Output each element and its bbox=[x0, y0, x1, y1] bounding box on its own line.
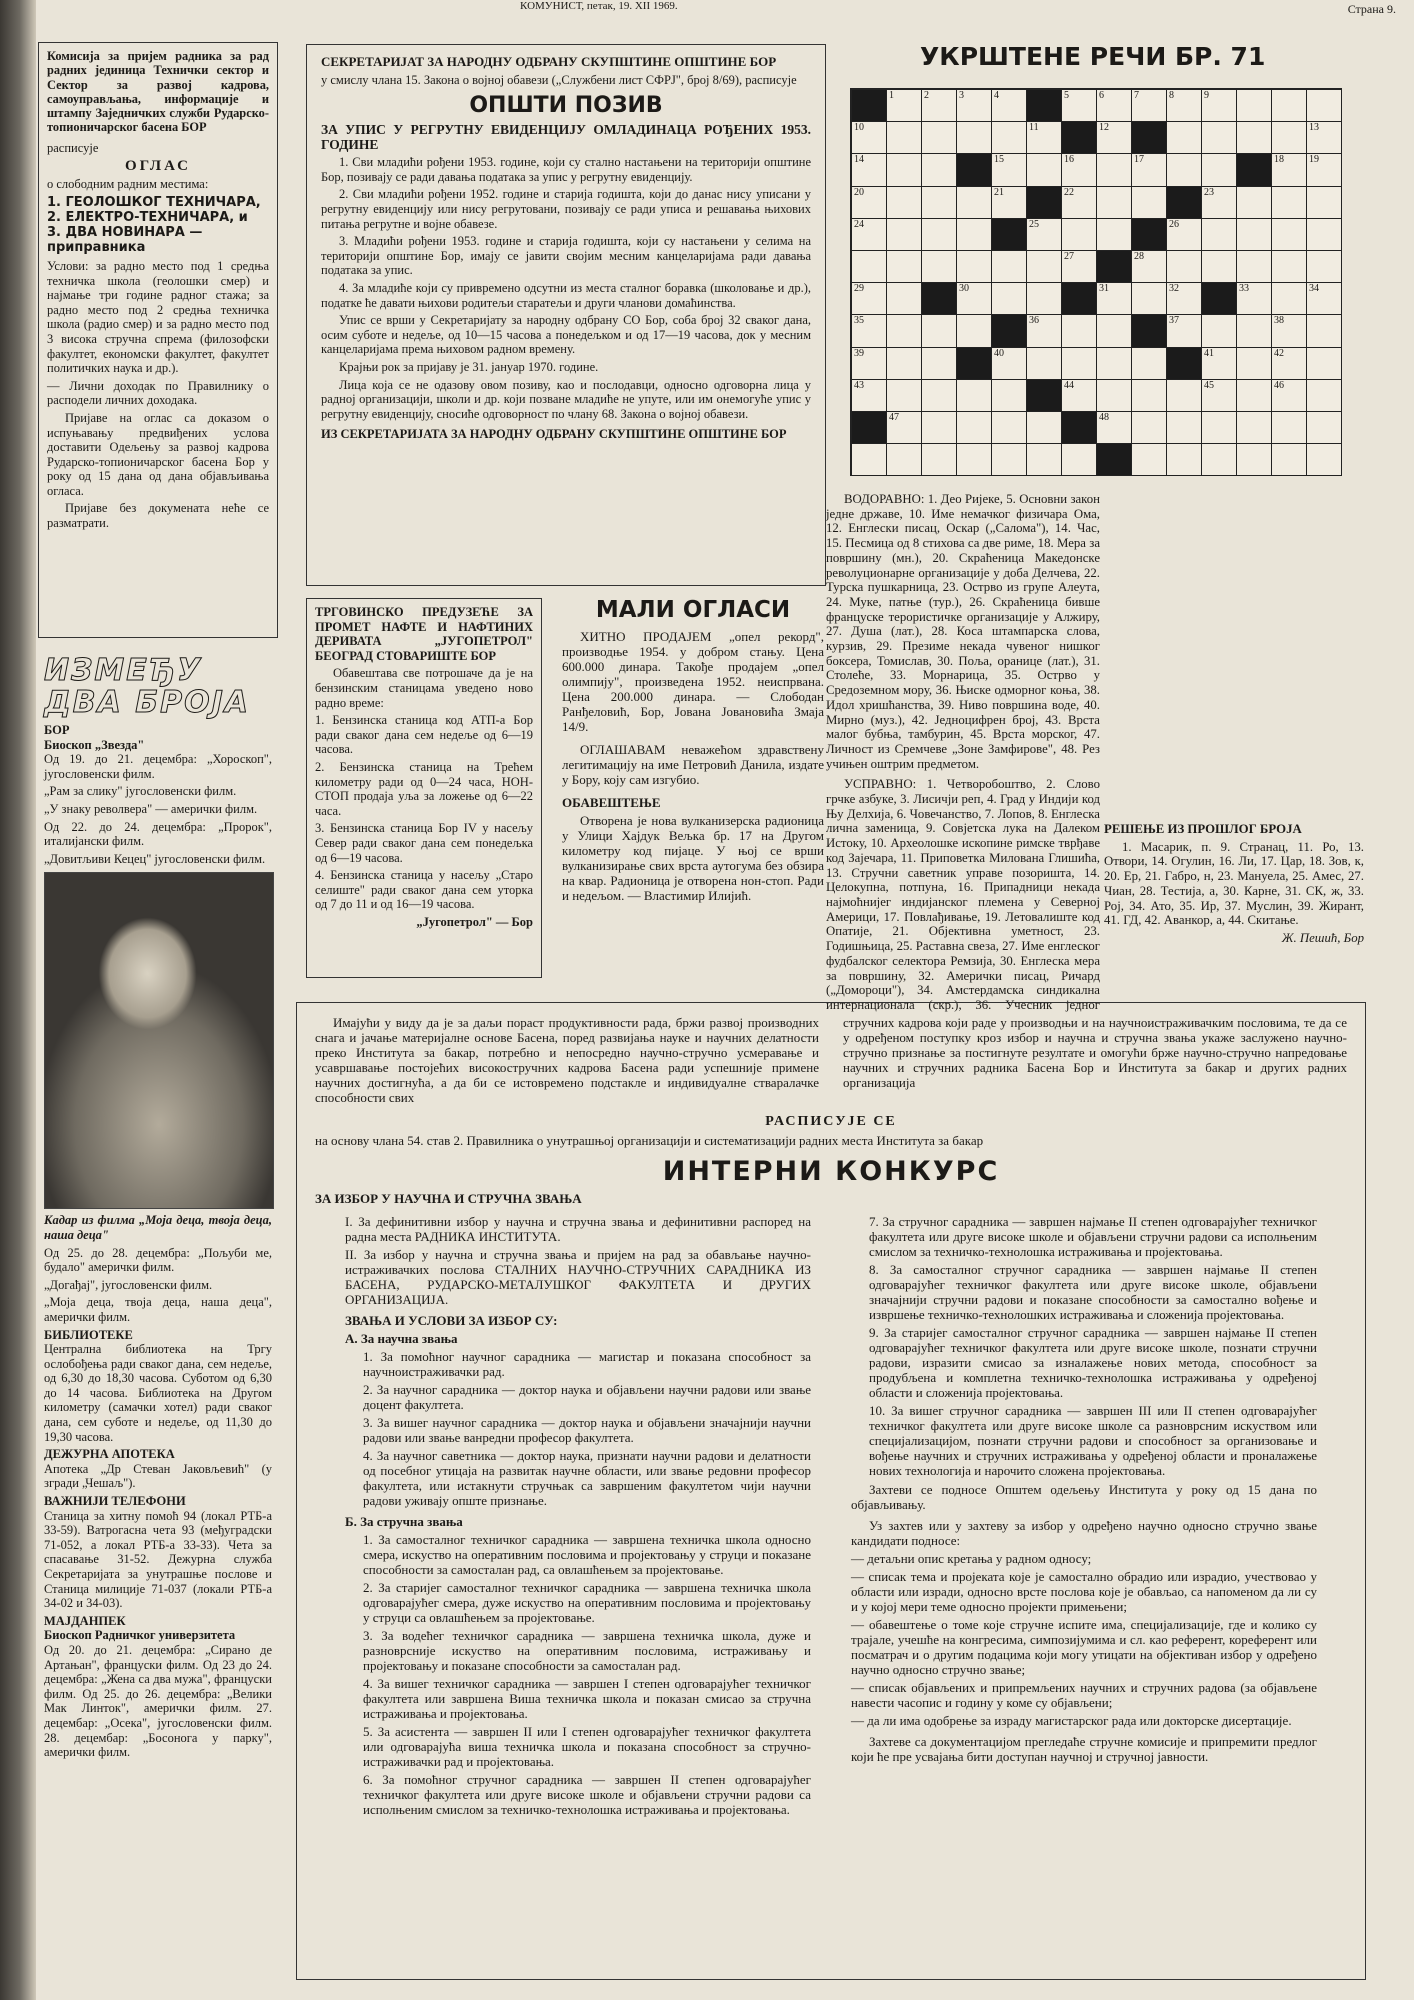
poziv-paragraph: 1. Сви младићи рођени 1953. године, који су стално настањени на територији општине Бор, позивају се ради давања података за упис у регрутну евиденцију. bbox=[321, 155, 811, 184]
crossword-cell bbox=[1097, 348, 1132, 380]
crossword-cell bbox=[1132, 283, 1167, 315]
poziv-deadline: Крајњи рок за пријаву је 31. јануар 1970. године. bbox=[339, 359, 599, 374]
crossword-cell bbox=[1237, 380, 1272, 412]
crossword-cell bbox=[957, 219, 992, 251]
crossword-cell bbox=[1097, 187, 1132, 219]
crossword-cell bbox=[922, 315, 957, 347]
crossword-cell bbox=[1272, 187, 1307, 219]
crossword-cell: 32 bbox=[1167, 283, 1202, 315]
oglas-subtitle: о слободним радним местима: bbox=[47, 177, 209, 192]
konkurs-uz-item: — списак објављених и припремљених научних и стручних радова (за објављене навести часопис и годину у коме су објављени; bbox=[851, 1680, 1317, 1710]
crossword-cell bbox=[1202, 122, 1237, 154]
crossword-cell bbox=[922, 380, 957, 412]
crossword-cell bbox=[1307, 348, 1342, 380]
crossword-cell bbox=[1062, 444, 1097, 476]
poziv-intro: у смислу члана 15. Закона о војној обавези („Службени лист СФРЈ", број 8/69), расписује bbox=[321, 72, 797, 87]
crossword-cell bbox=[922, 251, 957, 283]
crossword-cell bbox=[1272, 251, 1307, 283]
crossword-cell bbox=[1272, 444, 1307, 476]
crossword-cell: 1 bbox=[887, 90, 922, 122]
crossword-cell bbox=[1027, 412, 1062, 444]
crossword-cell: 36 bbox=[1027, 315, 1062, 347]
film-item: „У знаку револвера" — амерички филм. bbox=[44, 801, 258, 816]
naucna-zvanja-heading: А. За научна звања bbox=[345, 1331, 458, 1346]
konkurs-uz-item: — списак тема и пројеката које је самостално обрадио или израдио, учествовао у области или изради, односно врсте послова које је обављао, са напоменом да ли су и у којој мери теме односно пројекти примењени; bbox=[851, 1569, 1317, 1614]
crossword-cell bbox=[1307, 219, 1342, 251]
crossword-cell bbox=[887, 348, 922, 380]
oglas-job: 2. ЕЛЕКТРО-ТЕХНИЧАРА, и bbox=[47, 209, 248, 225]
jugopetrol-box bbox=[306, 598, 542, 978]
zvanje-item: 2. За старијег самосталног техничког сарадника — завршена техничка школа одговарајућег смера, дуже искуство на оперативним пословима и пројектовању у струци са овлашћењем за пројектовање. bbox=[363, 1580, 811, 1625]
crossword-clues-right bbox=[1104, 492, 1364, 1012]
crossword-cell: 27 bbox=[1062, 251, 1097, 283]
izmedju-title bbox=[44, 655, 272, 719]
crossword-cell bbox=[1132, 348, 1167, 380]
crossword-cell: 28 bbox=[1132, 251, 1167, 283]
crossword-cell bbox=[1237, 348, 1272, 380]
zvanje-item: 3. За вишег научног сарадника — доктор наука и објављени значајнији научни радови или звање ванредни професор факултета. bbox=[363, 1415, 811, 1445]
konkurs-intro bbox=[315, 1015, 1347, 1108]
zvanje-item: 4. За вишег техничког сарадника — завршен I степен одговарајућег техничког факултета или завршена Виша техничка школа и показан смисао за стручна истраживања и пројектовања. bbox=[363, 1676, 811, 1721]
zvanje-item: 1. За самосталног техничког сарадника — завршена техничка школа односно смера, искуство на оперативним пословима и пројектовању у струци и показане способности за самосталан рад, са овлашћењем за пројектовање. bbox=[363, 1532, 811, 1577]
konkurs-body bbox=[315, 1214, 1347, 1820]
konkurs-zahtevi: Захтеви се подносе Општем одељењу Института у року од 15 дана по објављивању. bbox=[851, 1482, 1317, 1512]
crossword-cell: 21 bbox=[992, 187, 1027, 219]
konkurs-uz-item: — детаљни опис кретања у радном односу; bbox=[851, 1551, 1092, 1566]
crossword-cell: 23 bbox=[1202, 187, 1237, 219]
zvanje-item: 7. За стручног сарадника — завршен најмање II степен одговарајућег техничког факултета или друге високе школе и објављени стручни радови са исполњеним смислом за техничко-технолошка истраживања и пројектовања. bbox=[869, 1214, 1317, 1259]
kino-zvezda: Биоскоп „Звезда" bbox=[44, 737, 145, 752]
crossword-cell bbox=[1307, 315, 1342, 347]
crossword-cell bbox=[1272, 90, 1307, 122]
crossword-cell: 17 bbox=[1132, 154, 1167, 186]
crossword-cell bbox=[922, 219, 957, 251]
crossword-cell bbox=[887, 122, 922, 154]
crossword-cell bbox=[1062, 348, 1097, 380]
konkurs-raspisuje: РАСПИСУЈЕ СЕ bbox=[765, 1114, 897, 1129]
crossword-cell: 39 bbox=[852, 348, 887, 380]
crossword-cell bbox=[922, 154, 957, 186]
crossword-cell bbox=[1132, 380, 1167, 412]
strucna-zvanja-heading: Б. За стручна звања bbox=[345, 1514, 463, 1529]
crossword-cell bbox=[887, 444, 922, 476]
zvanje-item: 5. За асистента — завршен II или I степен одговарајућег техничког факултета или одговарајућа виша техничка школа и показана способност за стручно-истраживачки рад и пројектовања. bbox=[363, 1724, 811, 1769]
crossword-cell: 45 bbox=[1202, 380, 1237, 412]
crossword-cell bbox=[992, 412, 1027, 444]
crossword-cell bbox=[992, 219, 1027, 251]
poziv-org: СЕКРЕТАРИЈАТ ЗА НАРОДНУ ОДБРАНУ СКУПШТИНЕ ОПШТИНЕ БОР bbox=[321, 54, 777, 69]
crossword-cell: 14 bbox=[852, 154, 887, 186]
crossword-cell bbox=[1237, 251, 1272, 283]
crossword-cell bbox=[922, 348, 957, 380]
crossword-cell bbox=[922, 444, 957, 476]
poziv-paragraph: 2. Сви младићи рођени 1952. године и старија годишта, који до данас нису уписани у регрутну евиденцију или нису регрутовани, позивају се ради уписа и решавања њихових питања регрутне и војне обавезе. bbox=[321, 187, 811, 231]
crossword-cell bbox=[1272, 122, 1307, 154]
crossword-cell: 34 bbox=[1307, 283, 1342, 315]
crossword-cell bbox=[1237, 412, 1272, 444]
crossword-cell bbox=[1062, 412, 1097, 444]
crossword-cell bbox=[1132, 187, 1167, 219]
crossword-cell bbox=[1237, 90, 1272, 122]
zvanje-item: 1. За помоћног научног сарадника — магистар и показана способност за научноистраживачки рад. bbox=[363, 1349, 811, 1379]
crossword-cell: 13 bbox=[1307, 122, 1342, 154]
crossword-cell bbox=[957, 154, 992, 186]
majdanpek-kino: Биоскоп Радничког универзитета bbox=[44, 1628, 236, 1643]
crossword-cell bbox=[1167, 122, 1202, 154]
zvanja-heading: ЗВАЊА И УСЛОВИ ЗА ИЗБОР СУ: bbox=[345, 1313, 558, 1328]
crossword-cell bbox=[1202, 444, 1237, 476]
crossword-grid bbox=[850, 88, 1342, 476]
crossword-cell bbox=[1202, 315, 1237, 347]
crossword-cell bbox=[1167, 380, 1202, 412]
resenje-text: 1. Масарик, п. 9. Странац, 11. Ро, 13. Отвори, 14. Огулин, 16. Ли, 17. Цар, 18. Зов, к, 20. Ер, 21. Габро, н, 23. Мануела, 25. Амес, 27. Чиан, 28. Тестија, а, 30. Карне, 31. СК, ж, 33. Рој, 34. Ато, 35. Ир, 37. Муслин, 39. Жирант, 41. ГД, 42. Аванкор, а, 44. Скитање. bbox=[1104, 839, 1364, 928]
crossword-cell: 5 bbox=[1062, 90, 1097, 122]
crossword-cell: 30 bbox=[957, 283, 992, 315]
oglas-box bbox=[38, 42, 278, 638]
konkurs-intro-right: стручних кадрова који раде у производњи и на научноистраживачким пословима, те да се у одређеном поступку кроз избор и научна и стручна звања укаже заслужено научно-стручно признање за постигнуте резултате и омогући брже научно-стручно напредовање научних и стручних радника Басена Бор и Института за бакар и других радних организација bbox=[843, 1015, 1347, 1090]
crossword-cell bbox=[1027, 187, 1062, 219]
mali-oglas: ОГЛАШАВАМ неважећом здравствену легитимацију на име Петровић Данила, издате у Бору, коју сам изгубио. bbox=[562, 742, 824, 787]
crossword-cell: 2 bbox=[922, 90, 957, 122]
crossword-cell: 8 bbox=[1167, 90, 1202, 122]
poziv-signature: ИЗ СЕКРЕТАРИЈАТА ЗА НАРОДНУ ОДБРАНУ СКУПШТИНЕ ОПШТИНЕ БОР bbox=[321, 427, 787, 442]
film-still-photo bbox=[44, 872, 274, 1209]
crossword-cell bbox=[852, 444, 887, 476]
konkurs-right-column bbox=[851, 1214, 1347, 1820]
crossword-cell bbox=[1307, 380, 1342, 412]
krstenica-signature: Ж. Пешић, Бор bbox=[1281, 930, 1364, 945]
crossword-cell bbox=[922, 412, 957, 444]
izmedju-column bbox=[38, 655, 278, 1955]
konkurs-title: ИНТЕРНИ КОНКУРС bbox=[662, 1156, 1000, 1187]
crossword-cell bbox=[1027, 348, 1062, 380]
resenje-heading: РЕШЕЊЕ ИЗ ПРОШЛОГ БРОЈА bbox=[1104, 822, 1302, 836]
film-item: „Моја деца, твоја деца, наша деца", амерички филм. bbox=[44, 1295, 272, 1324]
crossword-cell bbox=[1027, 251, 1062, 283]
crossword-cell: 20 bbox=[852, 187, 887, 219]
crossword-cell bbox=[922, 187, 957, 219]
crossword-cell bbox=[1027, 380, 1062, 412]
konkurs-osnov: на основу члана 54. став 2. Правилника о унутрашњој организацији и систематизацији радних места Института за бакар bbox=[315, 1133, 984, 1148]
jugopetrol-item: 2. Бензинска станица на Трећем километру ради од 0—24 часа, НОН-СТОП продаја уља за ложење од 6—22 часа. bbox=[315, 759, 533, 818]
crossword-cell bbox=[1027, 90, 1062, 122]
crossword-cell bbox=[992, 251, 1027, 283]
zvanje-item: 2. За научног сарадника — доктор наука и објављени научни радови или звање доцент факултета. bbox=[363, 1382, 811, 1412]
crossword-cell bbox=[1237, 154, 1272, 186]
crossword-cell bbox=[957, 315, 992, 347]
zvanje-item: 9. За старијег самосталног стручног сарадника — завршен најмање II степен одговарајућег техничког факултета или друге високе школе, познати стручни радови, изразити смисао за изналажење нових метода, способност за продубљена и комплетна техничко-технолошка истраживања у одређеној области и сложенија пројектовања. bbox=[869, 1325, 1317, 1400]
jugopetrol-intro: Обавештава све потрошаче да је на бензинским станицама уведено ново радно време: bbox=[315, 666, 533, 710]
crossword-cell: 19 bbox=[1307, 154, 1342, 186]
crossword-cell bbox=[1307, 251, 1342, 283]
crossword-cell bbox=[922, 283, 957, 315]
clues-uspravno: УСПРАВНО: 1. Четворобоштво, 2. Слово грчке азбуке, 3. Лисичји реп, 4. Град у Индији код Њу Делхија, 6. Човечанство, 7. Лопов, 8. Енглеска лична заменица, 9. Совјетска лука на Далеком Истоку, 10. Археолошке ископине римске тврђаве код Зајечара, 11. Приповетка Милована Глишића, 13. Стручни саветник управе позоришта, 14. Целокупна, потпуна, 16. Припадници некада најмоћнијег индијанског племена у Северној Америци, 17. Повлађивање, 19. Летовалиште код Опатије, 21. Објективна уметност, 23. Годишњица, 25. Раставна свеза, 27. Име енглеског фудбалског селектора Ремзија, 30. Енглеска мера за површину, 32. Амерички писац, Ричард („Домороци"), 34. Амстердамска синдикална интернационала (скр.), 36. Учесник једног bbox=[826, 777, 1100, 1012]
crossword-cell: 42 bbox=[1272, 348, 1307, 380]
crossword-cell bbox=[1167, 444, 1202, 476]
konkurs-uz-item: — да ли има одобрење за израду магистарског рада или докторске дисертације. bbox=[851, 1713, 1292, 1728]
crossword-cell bbox=[887, 251, 922, 283]
film-item: „Догађај", југословенски филм. bbox=[44, 1277, 213, 1292]
crossword-cell bbox=[992, 444, 1027, 476]
poziv-paragraph: Упис се врши у Секретаријату за народну одбрану СО Бор, соба број 32 сваког дана, осим суботе и недеље, од 10—15 часова а понедељком и од 17—19 часова, док у месним канцеларијама према њиховом радном времену. bbox=[321, 313, 811, 357]
crossword-cell bbox=[1167, 251, 1202, 283]
mali-oglasi-title: МАЛИ ОГЛАСИ bbox=[595, 597, 791, 623]
biblioteke-text: Централна библиотека на Тргу ослобођења ради сваког дана, сем недеље, од 6,30 до 18,30 часова. Суботом од 6,30 до 14 часова. Библиотека на Другом километру (самачки хотел) ради сваког дана, сем суботе и недеље, од 11,30 до 19,30 часова. bbox=[44, 1342, 272, 1444]
crossword-cell bbox=[1097, 380, 1132, 412]
crossword-cell bbox=[1307, 187, 1342, 219]
film-item: Од 25. до 28. децембра: „Пољуби ме, будало" амерички филм. bbox=[44, 1245, 272, 1275]
jugopetrol-org: ТРГОВИНСКО ПРЕДУЗЕЋЕ ЗА ПРОМЕТ НАФТЕ И НАФТИНИХ ДЕРИВАТА „ЈУГОПЕТРОЛ" БЕОГРАД СТОВАРИШТЕ БОР bbox=[315, 605, 533, 663]
crossword-cell bbox=[1167, 348, 1202, 380]
crossword-cell bbox=[1097, 154, 1132, 186]
page-header bbox=[520, 0, 1414, 16]
zvanje-item: 3. За водећег техничког сарадника — завршена техничка школа, дуже и разноврсније искуство на оперативним пословима, истраживању и пројектовању и показане способности за самосталан рад. bbox=[363, 1628, 811, 1673]
crossword-cell: 12 bbox=[1097, 122, 1132, 154]
photo-caption: Кадар из филма „Моја деца, твоја деца, наша деца" bbox=[44, 1213, 272, 1242]
crossword-cell: 38 bbox=[1272, 315, 1307, 347]
crossword-cell bbox=[1307, 90, 1342, 122]
binding-spine bbox=[0, 0, 36, 2000]
jugopetrol-signature: „Југопетрол" — Бор bbox=[416, 914, 533, 929]
crossword-cell bbox=[887, 283, 922, 315]
crossword-cell bbox=[957, 412, 992, 444]
izmedju-title-line2: ДВА БРОЈА bbox=[44, 685, 250, 720]
oglas-jobs bbox=[47, 195, 269, 255]
konkurs-zavrsno: Захтеве са документацијом прегледаће стручне комисије и припремити предлог који ће пре усвајања бити доступан научној и стручној јавности. bbox=[851, 1734, 1317, 1764]
crossword-cell bbox=[957, 187, 992, 219]
biblioteke-heading: БИБЛИОТЕКЕ bbox=[44, 1327, 133, 1342]
oglas-job: 1. ГЕОЛОШКОГ ТЕХНИЧАРА, bbox=[47, 194, 261, 210]
crossword-cell bbox=[1062, 122, 1097, 154]
crossword-cell bbox=[1202, 283, 1237, 315]
konkurs-uz-item: — обавештење о томе које стручне испите има, специјализације, где и колико су трајале, учешће на конгресима, симпозијумима и сл. као референт, кореферент или посматрач и о другим подацима који могу утицати на објективан избор у одређено научно односно стручно звање; bbox=[851, 1617, 1317, 1677]
crossword-cell bbox=[1307, 412, 1342, 444]
mali-oglasi-column bbox=[560, 595, 826, 985]
jugopetrol-item: 3. Бензинска станица Бор IV у насељу Север ради сваког дана сем понедељка од 6—19 часова. bbox=[315, 821, 533, 865]
oglas-org: Комисија за пријем радника за рад радних јединица Технички сектор и Сектор за развој кадрова, самоуправљања, информације и штампу Заједничких служби Рударско-топионичарског басена БОР bbox=[47, 49, 269, 135]
crossword-cell bbox=[957, 122, 992, 154]
crossword-cell bbox=[852, 251, 887, 283]
zvanje-item: 8. За самосталног стручног сарадника — завршен најмање II степен одговарајућег техничког факултета или друге високе школе, објављени значајнији стручни радови и показане способности за самостално вођење и извршење техничко-технолошких истраживања и сложенија пројектовања. bbox=[869, 1262, 1317, 1322]
opsti-poziv-box bbox=[306, 44, 826, 586]
film-item: Од 22. до 24. децембра: „Пророк", италијански филм. bbox=[44, 819, 272, 849]
obavestenje-heading: ОБАВЕШТЕЊЕ bbox=[562, 795, 661, 810]
oglas-title: ОГЛАС bbox=[124, 158, 192, 175]
crossword-cell bbox=[1167, 412, 1202, 444]
crossword-cell bbox=[957, 348, 992, 380]
crossword-cell bbox=[1027, 444, 1062, 476]
crossword-cell bbox=[1202, 219, 1237, 251]
konkurs-subtitle: ЗА ИЗБОР У НАУЧНА И СТРУЧНА ЗВАЊА bbox=[315, 1191, 582, 1206]
crossword-cell: 41 bbox=[1202, 348, 1237, 380]
zvanje-item: 6. За помоћног стручног сарадника — завршен II степен одговарајућег техничког факултета или друге високе школе и објављени стручни радови са исполњеним смислом за техничко-технолошка истраживања и пројектовања. bbox=[363, 1772, 811, 1817]
crossword-cell: 37 bbox=[1167, 315, 1202, 347]
crossword-cell: 48 bbox=[1097, 412, 1132, 444]
oglas-dohodak: — Лични доходак по Правилнику о расподели личних доходака. bbox=[47, 378, 269, 408]
konkurs-point: II. За избор у научна и стручна звања и пријем на рад за обављање научно-истраживачких послова СТАЛНИХ НАУЧНО-СТРУЧНИХ САРАДНИКА ИЗ БАСЕНА, РУДАРСКО-МЕТАЛУШКОГ ФАКУЛТЕТА И ДРУГИХ ОРГАНИЗАЦИЈА. bbox=[345, 1247, 811, 1307]
crossword-cell: 25 bbox=[1027, 219, 1062, 251]
crossword-cell: 35 bbox=[852, 315, 887, 347]
crossword-cell: 31 bbox=[1097, 283, 1132, 315]
oglas-raspisuje: расписује bbox=[47, 140, 99, 155]
crossword-cell: 46 bbox=[1272, 380, 1307, 412]
crossword-cell: 26 bbox=[1167, 219, 1202, 251]
mali-oglas: Отворена је нова вулканизерска радионица у Улици Хајдук Вељка бр. 17 на Другом километру код пијаце. У њој се врши вулканизирање свих врста аутогума без обзира на квар. Радионица је отворена нон-стоп. Ради и недељом. — Властимир Илијић. bbox=[562, 813, 824, 903]
crossword-cell bbox=[1237, 219, 1272, 251]
crossword-cell bbox=[1027, 154, 1062, 186]
crossword-cell bbox=[1202, 154, 1237, 186]
header-date: КОМУНИСТ, петак, 19. XII 1969. bbox=[520, 0, 678, 12]
crossword-cell: 16 bbox=[1062, 154, 1097, 186]
apoteka-heading: ДЕЖУРНА АПОТЕКА bbox=[44, 1447, 175, 1462]
film-item: Од 19. до 21. децембра: „Хороскоп", југословенски филм. bbox=[44, 752, 272, 781]
crossword-cell: 22 bbox=[1062, 187, 1097, 219]
apoteka-text: Апотека „Др Стеван Јаковљевић" (у згради „Чешаљ"). bbox=[44, 1461, 272, 1491]
crossword-cell bbox=[1272, 219, 1307, 251]
crossword-cell: 4 bbox=[992, 90, 1027, 122]
oglas-prijave: Пријаве на оглас са доказом о испуњавању предвиђених услова доставити Одељењу за развој кадрова Рударско-топионичарског басена Бор у року од 15 дана од дана објављивања огласа. bbox=[47, 410, 269, 498]
crossword-cell: 29 bbox=[852, 283, 887, 315]
crossword-cell bbox=[992, 380, 1027, 412]
crossword-cell bbox=[1202, 412, 1237, 444]
crossword-cell: 44 bbox=[1062, 380, 1097, 412]
crossword-cell bbox=[887, 154, 922, 186]
crossword-cell: 43 bbox=[852, 380, 887, 412]
zvanje-item: 4. За научног саветника — доктор наука, признати научни радови и делатности од посебног утицаја на развитак научне области, или звање редовни професор факултета, или истакнути стручњак са завршеним факултетом чији научни радови уживају опште признање. bbox=[363, 1448, 811, 1508]
crossword-cell: 6 bbox=[1097, 90, 1132, 122]
crossword-cell bbox=[1202, 251, 1237, 283]
konkurs-box bbox=[296, 1002, 1366, 1980]
film-item: „Рам за слику" југословенски филм. bbox=[44, 784, 237, 799]
crossword-cell bbox=[887, 187, 922, 219]
krstenica-title: УКРШТЕНЕ РЕЧИ БР. 71 bbox=[920, 42, 1266, 71]
zvanje-item: 10. За вишег стручног сарадника — завршен III или II степен одговарајућег техничког факултета или друге високе школе са разноврсним искуством или специјализацијом, познати стручни радови и способност за организовање и вођење научних и стручних истраживања у одређеној области и проналажење нових технологија и нарочито сложена пројектовања. bbox=[869, 1403, 1318, 1478]
crossword-cell bbox=[957, 444, 992, 476]
crossword-cell bbox=[992, 283, 1027, 315]
jugopetrol-item: 1. Бензинска станица код АТП-а Бор ради сваког дана сем недеље од 6—19 часова. bbox=[315, 713, 533, 757]
majdanpek-heading: МАЈДАНПЕК bbox=[44, 1613, 126, 1628]
crossword-cell bbox=[1062, 219, 1097, 251]
konkurs-intro-left: Имајући у виду да је за даљи пораст продуктивности рада, бржи развој производних снага и јачање материјалне основе Басена, поред развијања науке и научних делатности преко Института за бакар, потребно и непосредно научно-стручно усмеравање и усавршавање постојећих високостручних кадрова Басена ради успешније примене научних достигнућа, а да би се истовремено подстакле и индивидуалне стваралачке способности свих bbox=[315, 1015, 819, 1105]
izmedju-bor: БОР bbox=[44, 723, 70, 737]
crossword-cell bbox=[1272, 412, 1307, 444]
crossword-cell bbox=[922, 122, 957, 154]
crossword-cell bbox=[1097, 444, 1132, 476]
konkurs-point: I. За дефинитивни избор у научна и стручна звања и дефинитивни распоред на радна места РАДНИКА ИНСТИТУТА. bbox=[345, 1214, 811, 1244]
crossword-cell: 3 bbox=[957, 90, 992, 122]
film-item: „Довитљиви Кецец" југословенски филм. bbox=[44, 851, 266, 866]
crossword-cell bbox=[1097, 251, 1132, 283]
crossword-cell bbox=[1097, 315, 1132, 347]
crossword-cell bbox=[1062, 315, 1097, 347]
poziv-subtitle: ЗА УПИС У РЕГРУТНУ ЕВИДЕНЦИЈУ ОМЛАДИНАЦА РОЂЕНИХ 1953. ГОДИНЕ bbox=[321, 122, 811, 153]
telefoni-text: Станица за хитну помоћ 94 (локал РТБ-а 33-59). Ватрогасна чета 93 (међуградски 71-052, а локал РТБ-а 33-33). Чета за спасавање 31-52. Дежурна служба Секретаријата за унутрашње послове и Станица милиције 71-037 (локали РТБ-а 34-02 и 34-03). bbox=[44, 1508, 272, 1611]
telefoni-heading: ВАЖНИЈИ ТЕЛЕФОНИ bbox=[44, 1494, 186, 1509]
crossword-cell: 15 bbox=[992, 154, 1027, 186]
majdanpek-text: Од 20. до 21. децембра: „Сирано де Артањан", француски филм. Од 23 до 24. децембра: „Жена са два мужа", француски филм. Од 25. до 26. децембра: „Велики Мак Линток", амерички филм. 27. децембар: „Осека", југословенски филм. 28. децембар: „Босонога у парку", амерички филм. bbox=[44, 1642, 272, 1760]
mali-oglas: ХИТНО ПРОДАЈЕМ „опел рекорд", производње 1954. у добром стању. Цена 600.000 динара. Такође продајем „опел олимпију", произведена 1952. неиспрвана. Цена 200.000 динара. — Слободан Ранђеловић, Бор, Јована Јовановића Змаја 14/9. bbox=[562, 629, 824, 734]
crossword-cell bbox=[887, 380, 922, 412]
crossword-cell bbox=[1237, 187, 1272, 219]
poziv-paragraph: 3. Младићи рођени 1953. године и старија годишта, који су настањени у селима на територији општине Бор, имају се јавити својим месним канцеларијама ради давања података за упис. bbox=[321, 234, 811, 278]
crossword-cell bbox=[957, 251, 992, 283]
crossword-cell bbox=[1062, 283, 1097, 315]
crossword-cell bbox=[1167, 187, 1202, 219]
crossword-cell bbox=[957, 380, 992, 412]
oglas-bez: Пријаве без докумената неће се разматрати. bbox=[47, 501, 269, 531]
jugopetrol-item: 4. Бензинска станица у насељу „Старо селиште" ради сваког дана сем уторка од 7 до 11 и од 16—19 часова. bbox=[315, 868, 533, 912]
crossword-cell bbox=[1132, 444, 1167, 476]
crossword-cell: 24 bbox=[852, 219, 887, 251]
crossword-cell bbox=[1167, 154, 1202, 186]
crossword-cell bbox=[992, 315, 1027, 347]
crossword-cell bbox=[887, 315, 922, 347]
crossword-cell bbox=[1307, 444, 1342, 476]
crossword-cell: 40 bbox=[992, 348, 1027, 380]
poziv-paragraph: Лица која се не одазову овом позиву, као и послодавци, односно одговорна лица у радној организацији, школи и др. који позване младиће не упуте, или им онемогуће упис у регрутну евиденцију, сносиће одговорност по члану 68. Закона о војној обавези. bbox=[321, 377, 811, 421]
konkurs-uz-heading: Уз захтев или у захтеву за избор у одређено научно односно стручно звање кандидати подносе: bbox=[851, 1518, 1317, 1548]
crossword-cell bbox=[1132, 122, 1167, 154]
crossword-cell bbox=[1132, 412, 1167, 444]
crossword-cell bbox=[1272, 283, 1307, 315]
crossword-clues-left bbox=[826, 492, 1100, 1012]
crossword-cell bbox=[1132, 315, 1167, 347]
poziv-paragraph: 4. За младиће који су привремено одсутни из места сталног боравка (школовање и др.), податке ће давати њихови родитељи старатељи и други чланови домаћинства. bbox=[321, 280, 811, 310]
crossword-cell bbox=[852, 412, 887, 444]
crossword-cell: 47 bbox=[887, 412, 922, 444]
crossword-cell: 11 bbox=[1027, 122, 1062, 154]
crossword-cell: 7 bbox=[1132, 90, 1167, 122]
clues-vodoravno: ВОДОРАВНО: 1. Део Ријеке, 5. Основни закон једне државе, 10. Име немачког физичара Ома, 12. Енглески писац, Оскар („Салома"), 14. Час, 15. Песмица од 8 стихова са две риме, 18. Мера за површину (мн.), 20. Скраћеница Македонске револуционарне организације у доба Делчева, 22. Турска пушкарница, 23. Острво из групе Алеута, 24. Муке, патње (тур.), 26. Скраћеница бивше француске терористичке организације у Алжиру, 27. Душа (лат.), 28. Коса штампарска слова, курзив, 29. Презиме некада чувеног нишког боксера, Томислав, 30. Поља, оранице (лат.), 31. Столеће, 33. Морнарица, 35. Острво у Средоземном мору, 36. Њиске одморног коња, 38. Идол хришћанства, 39. Ниво површина воде, 40. Мирно (муз.), 42. Једноцифрен број, 43. Врста малог бубња, тамбурин, 45. Врста морског, 47. Личност из Сремчеве „Зоне Замфирове", 48. Рез учињен оштрим предметом. bbox=[826, 492, 1100, 771]
crossword-cell: 33 bbox=[1237, 283, 1272, 315]
crossword-cell bbox=[1237, 315, 1272, 347]
crossword-cell: 9 bbox=[1202, 90, 1237, 122]
izmedju-title-line1: ИЗМЕЂУ bbox=[44, 655, 203, 688]
crossword-cell: 10 bbox=[852, 122, 887, 154]
crossword-cell bbox=[992, 122, 1027, 154]
page-number: Страна 9. bbox=[1347, 2, 1396, 16]
crossword-cell bbox=[1097, 219, 1132, 251]
crossword-cell bbox=[1237, 122, 1272, 154]
crossword-cell bbox=[1132, 219, 1167, 251]
crossword-cell bbox=[1027, 283, 1062, 315]
poziv-title: ОПШТИ ПОЗИВ bbox=[469, 93, 663, 119]
crossword-cell bbox=[852, 90, 887, 122]
oglas-job: 3. ДВА НОВИНАРА — приправника bbox=[47, 224, 203, 255]
oglas-uslovi: Услови: за радно место под 1 средња техничка школа (геолошки смер) и најмање три године радног стажа; за радно место под 2 средња техничка школа (радио смер) и за радно место под 3 висока стручна спрема (филозофски факултет, економски факултет, факултет политичких наука и др.). bbox=[47, 258, 269, 376]
crossword-cell bbox=[887, 219, 922, 251]
crossword-cell: 18 bbox=[1272, 154, 1307, 186]
konkurs-left-column bbox=[315, 1214, 811, 1820]
crossword-cell bbox=[1237, 444, 1272, 476]
